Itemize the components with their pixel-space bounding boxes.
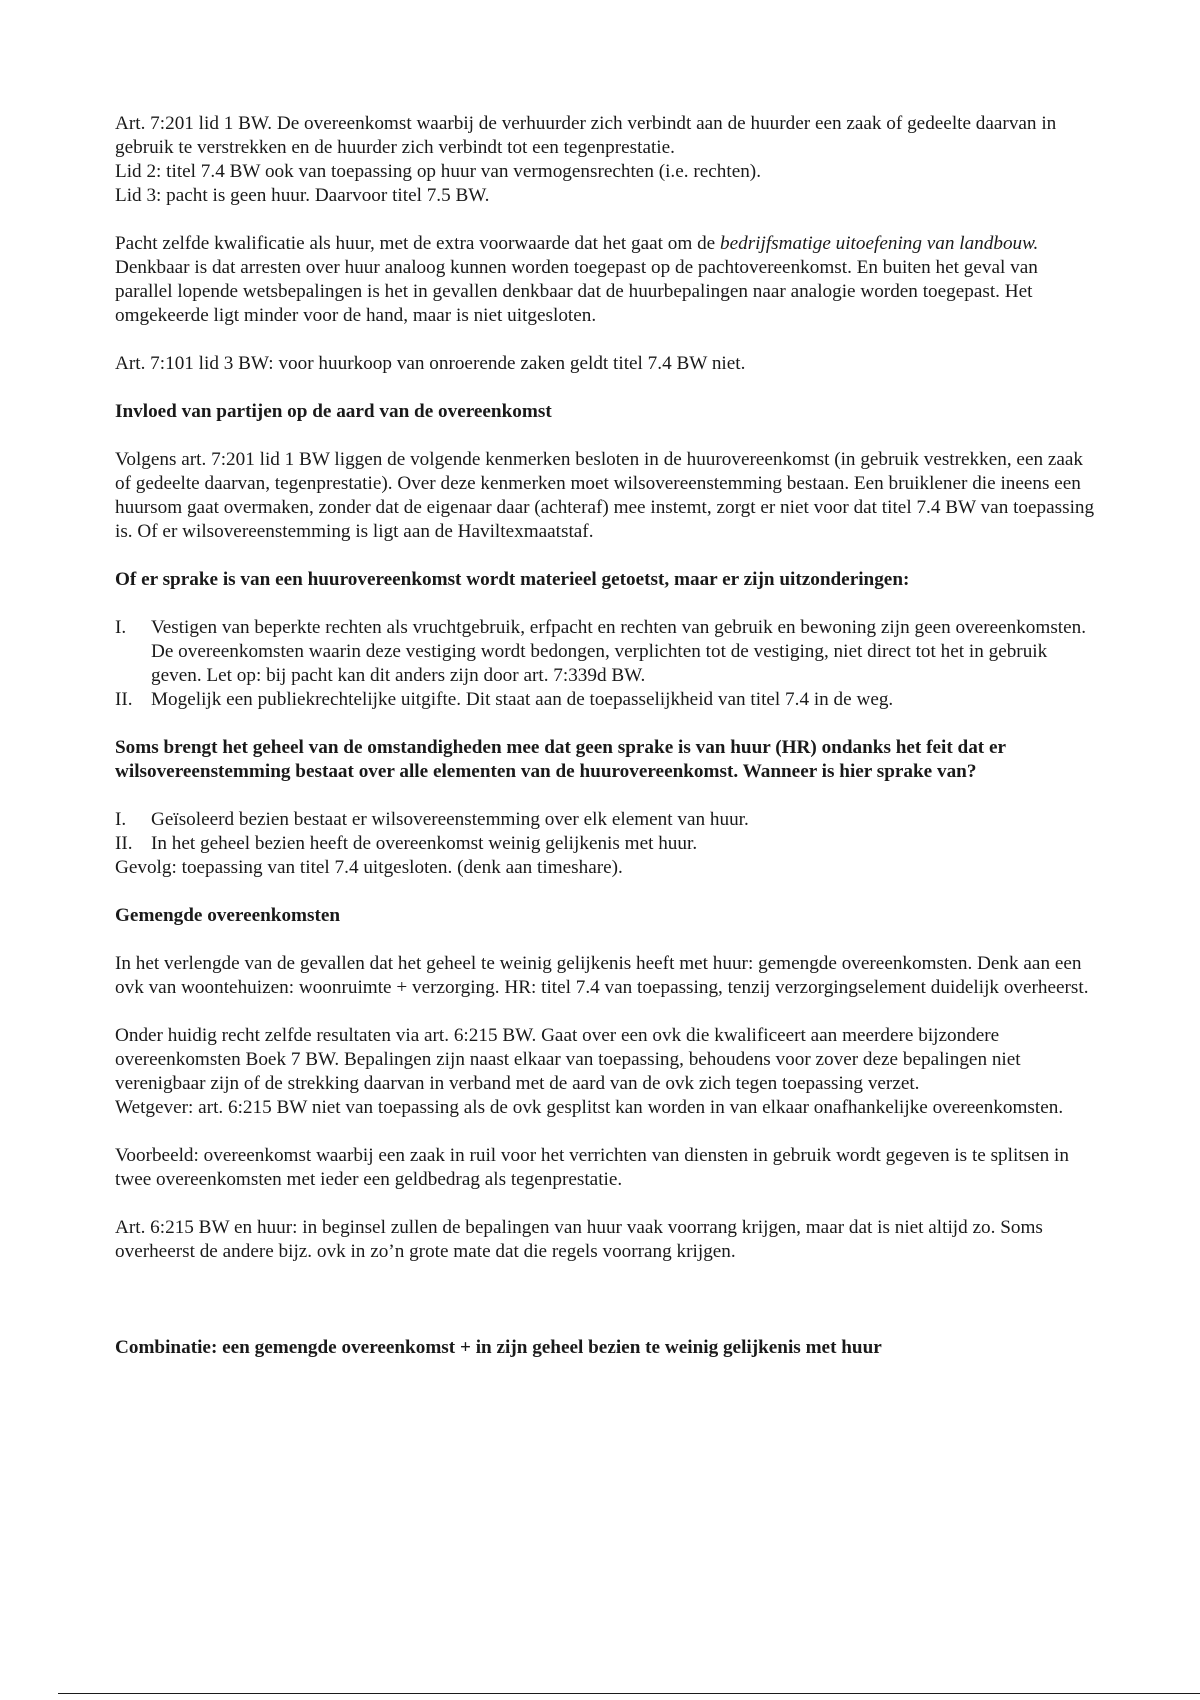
soms-block: [115, 808, 1095, 880]
heading-gemengd: Gemengde overeenkomsten: [115, 905, 341, 926]
gevolg-text: Gevolg: toepassing van titel 7.4 uitgesloten. (denk aan timeshare).: [115, 857, 623, 878]
gemengd-paragraph-1: In het verlengde van de gevallen dat het geheel te weinig gelijkenis heeft met huur: gemengde overeenkomsten. Denk aan een ovk van woontehuizen: woonruimte + verzorging. HR: titel 7.4 van toepassing, tenzij verzorgingselement duidelijk overheerst.: [115, 953, 1089, 998]
pacht-italic: bedrijfsmatige uitoefening van landbouw.: [719, 233, 1039, 254]
heading-materieel: Of er sprake is van een huurovereenkomst wordt materieel getoetst, maar er zijn uitzonderingen:: [115, 569, 910, 590]
art-7101-paragraph: Art. 7:101 lid 3 BW: voor huurkoop van onroerende zaken geldt titel 7.4 BW niet.: [115, 353, 746, 374]
vertical-spacer: [115, 1288, 1095, 1336]
list-item-text: Mogelijk een publiekrechtelijke uitgifte. Dit staat aan de toepasselijkheid van titel 7.4 in de weg.: [151, 689, 894, 710]
gemengd-paragraph-2: Onder huidig recht zelfde resultaten via art. 6:215 BW. Gaat over een ovk die kwalificeert aan meerdere bijzondere overeenkomsten Boek 7 BW. Bepalingen zijn naast elkaar van toepassing, behoudens voor zover deze bepalingen niet verenigbaar zijn of de strekking daarvan in verband met de aard van de ovk zich tegen toepassing verzet.: [115, 1025, 1021, 1094]
lid-2-text: Lid 2: titel 7.4 BW ook van toepassing op huur van vermogensrechten (i.e. rechten).: [115, 161, 761, 182]
art-7201-definition: Art. 7:201 lid 1 BW. De overeenkomst waarbij de verhuurder zich verbindt aan de huurder een zaak of gedeelte daarvan in gebruik te verstrekken en de huurder zich verbindt tot een tegenprestatie.: [115, 113, 1057, 158]
list-number: I.: [115, 809, 127, 830]
heading-invloed: Invloed van partijen op de aard van de overeenkomst: [115, 401, 552, 422]
materieel-list: [115, 616, 1095, 712]
pacht-pre: Pacht zelfde kwalificatie als huur, met de extra voorwaarde dat het gaat om de: [115, 233, 720, 254]
heading-soms: Soms brengt het geheel van de omstandigheden mee dat geen sprake is van huur (HR) ondanks het feit dat er wilsovereenstemming bestaat over alle elementen van de huurovereenkomst. Wanneer is hier sprake van?: [115, 737, 1006, 782]
pacht-paragraph: [115, 232, 1095, 328]
list-item-text: Geïsoleerd bezien bestaat er wilsovereenstemming over elk element van huur.: [151, 809, 749, 830]
page-bottom-rule: [58, 1693, 1200, 1694]
gemengd-paragraph-4: Voorbeeld: overeenkomst waarbij een zaak in ruil voor het verrichten van diensten in gebruik wordt gegeven is te splitsen in twee overeenkomsten met ieder een geldbedrag als tegenprestatie.: [115, 1145, 1069, 1190]
lid-3-text: Lid 3: pacht is geen huur. Daarvoor titel 7.5 BW.: [115, 185, 490, 206]
list-item: [115, 688, 1095, 712]
definition-block: [115, 112, 1095, 208]
gemengd-block-2: [115, 1024, 1095, 1120]
heading-combinatie: Combinatie: een gemengde overeenkomst + in zijn geheel bezien te weinig gelijkenis met huur: [115, 1337, 882, 1358]
gemengd-paragraph-3: Wetgever: art. 6:215 BW niet van toepassing als de ovk gesplitst kan worden in van elkaar onafhankelijke overeenkomsten.: [115, 1097, 1064, 1118]
gemengd-paragraph-5: Art. 6:215 BW en huur: in beginsel zullen de bepalingen van huur vaak voorrang krijgen, maar dat is niet altijd zo. Soms overheerst de andere bijz. ovk in zo’n grote mate dat die regels voorrang krijgen.: [115, 1217, 1043, 1262]
list-number: II.: [115, 689, 133, 710]
document-page: [115, 112, 1095, 1384]
list-item: [115, 832, 1095, 856]
invloed-paragraph: Volgens art. 7:201 lid 1 BW liggen de volgende kenmerken besloten in de huurovereenkomst (in gebruik vestrekken, een zaak of gedeelte daarvan, tegenprestatie). Over deze kenmerken moet wilsovereenstemming bestaan. Een bruiklener die ineens een huursom gaat overmaken, zonder dat de eigenaar daar (achteraf) mee instemt, zorgt er niet voor dat titel 7.4 BW van toepassing is. Of er wilsovereenstemming is ligt aan de Haviltexmaatstaf.: [115, 449, 1095, 542]
pacht-post: Denkbaar is dat arresten over huur analoog kunnen worden toegepast op de pachtovereenkomst. En buiten het geval van parallel lopende wetsbepalingen is het in gevallen denkbaar dat de huurbepalingen naar analogie worden toegepast. Het omgekeerde ligt minder voor de hand, maar is niet uitgesloten.: [115, 257, 1038, 326]
list-number: I.: [115, 617, 127, 638]
soms-list: [115, 808, 1095, 856]
list-number: II.: [115, 833, 133, 854]
list-item: [115, 616, 1095, 688]
list-item: [115, 808, 1095, 832]
list-item-text: In het geheel bezien heeft de overeenkomst weinig gelijkenis met huur.: [151, 833, 698, 854]
list-item-text: Vestigen van beperkte rechten als vruchtgebruik, erfpacht en rechten van gebruik en bewoning zijn geen overeenkomsten. De overeenkomsten waarin deze vestiging wordt bedongen, verplichten tot de vestiging, niet direct tot het in gebruik geven. Let op: bij pacht kan dit anders zijn door art. 7:339d BW.: [151, 617, 1087, 686]
